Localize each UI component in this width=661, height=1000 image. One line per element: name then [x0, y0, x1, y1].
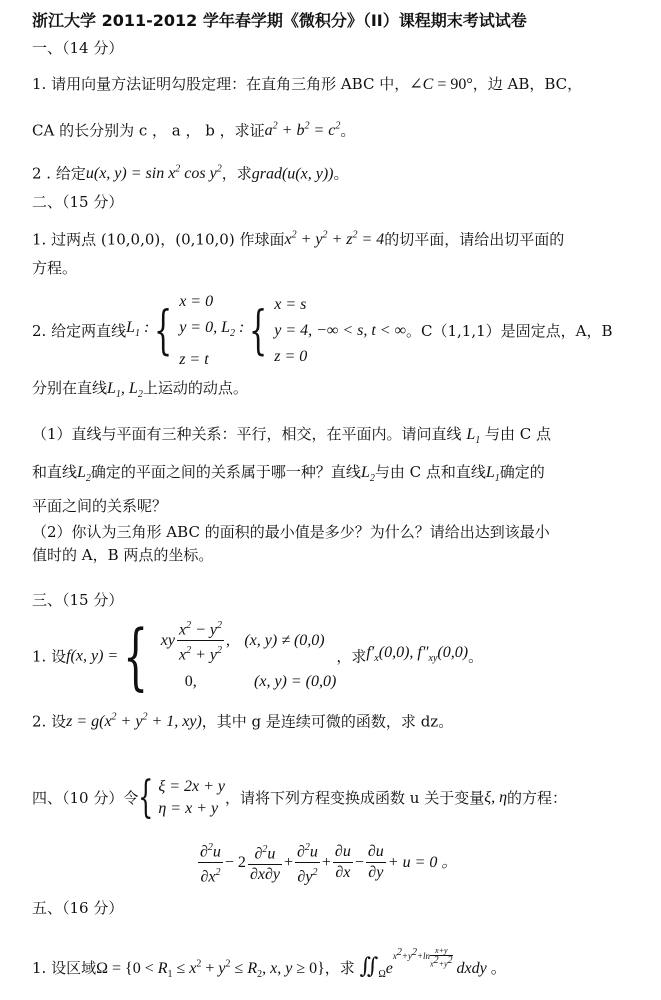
section-3-heading: 三、（15 分）: [32, 591, 124, 609]
q3-1-text-b: ，求: [336, 647, 367, 666]
q1-1-text-b: ，边 AB，BC，: [472, 75, 583, 93]
section-5-heading: 五、（16 分）: [32, 899, 124, 917]
math-L1-label: $L_1$ :: [126, 319, 150, 340]
section-4-heading: 四、（10 分）令: [32, 789, 139, 807]
math-xi-eta: ξ = 2x + y η = x + y: [158, 778, 226, 817]
math-L2-system: x = s y = 4, −∞ < s, t < ∞ z = 0: [274, 296, 406, 366]
q2-2-sub2-line-2: 值时的 A，B 两点的坐标。: [32, 546, 214, 564]
math-xi-eta-vars: ξ, η: [484, 789, 508, 806]
q2-2-line-1: [32, 289, 613, 373]
math-double-integral: $∬_\Omega e^{x^2+y^2+ln \frac{x+y}{x^2+y^2}}$ dxdy 。: [359, 945, 507, 981]
q2-1-text: 1. 过两点 (10,0,0)，(0,10,0) 作球面: [32, 230, 285, 249]
math-d2u-dx2: $\frac{\partial^2u}{\partial x^2}$: [198, 838, 223, 888]
q2-sub1-text: （1）直线与平面有三种关系：平行，相交，在平面内。请问直线: [32, 425, 462, 443]
math-L1-system: x = 0 y = 0, $L_2$ : z = t: [179, 293, 245, 369]
math-omega-def: $\Omega = \{0 < R_1 \le x^2 + y^2 \le R_2$, x, y ≥ 0}: [96, 958, 325, 981]
q2-sub1-text-e: 与由 C 点和直线: [374, 463, 486, 481]
q2-2-sub1-line-3: 平面之间的关系呢？: [32, 497, 168, 515]
q1-2-line: [32, 160, 349, 184]
q2-2-text-b: 。C（1,1,1）是固定点，A，B: [406, 322, 613, 341]
math-L2-ref-2: $L_2$: [360, 464, 375, 485]
math-d2u-dxdy: $\frac{\partial^2u}{\partial x\partial y}$: [248, 840, 282, 885]
math-L1-ref-2: $L_1$: [485, 464, 500, 485]
q1-2-text-b: ，求: [221, 164, 252, 183]
q4-line: [32, 772, 568, 823]
q1-1-line-2: [32, 117, 355, 141]
q3-2-line: [32, 708, 453, 732]
q2-sub1-text-b: 与由 C 点: [485, 425, 552, 443]
q1-2-text: 2 . 给定: [32, 164, 86, 183]
q5-1-text: 1. 设区域: [32, 959, 97, 977]
brace-L1: {: [154, 301, 173, 362]
math-d2u-dy2: $\frac{\partial^2u}{\partial y^2}$: [295, 838, 320, 888]
brace-L2: {: [249, 301, 268, 362]
math-du-dx: $\frac{\partial u}{\partial x}$: [334, 843, 351, 882]
brace-f: {: [122, 614, 149, 699]
q4-text-b: ，请将下列方程变换成函数 u 关于变量: [225, 789, 485, 807]
q3-2-text: 2. 设: [32, 712, 67, 731]
math-f-def: f(x, y) =: [66, 647, 119, 665]
q1-1-text-c: CA 的长分别为 c ， a ， b ，求证: [32, 121, 265, 140]
math-pythagoras: $a^2 + b^2 = c^2$: [264, 121, 341, 140]
q2-2-sub1-line-1: [32, 424, 551, 451]
math-grad: grad(u(x, y)): [251, 165, 334, 183]
q3-1-text-c: 。: [468, 647, 484, 666]
q2-1-line-2: 方程。: [32, 259, 78, 277]
math-f-fraction: $\frac{x^2 - y^2}{x^2 + y^2}$: [177, 616, 224, 666]
q2-2-line-2: [32, 378, 248, 405]
q1-1-line-1: [32, 74, 582, 95]
q2-2-sub2-line-1: （2）你认为三角形 ABC 的面积的最小值是多少？为什么？请给出达到该最小: [32, 523, 550, 541]
math-angle-c: ∠C = 90°: [409, 76, 473, 93]
q1-1-text-d: 。: [340, 121, 356, 140]
q1-2-text-c: 。: [333, 164, 349, 183]
q2-sub1-text-d: 确定的平面之间的关系属于哪一种？直线: [90, 463, 361, 481]
q2-sub1-text-c: 和直线: [32, 463, 78, 481]
math-f-cases: xy $\frac{x^2 - y^2}{x^2 + y^2}$ , (x, y) ≠ (0,0) 0, (x, y) = (0,0): [161, 616, 337, 697]
q2-2-text-d: 上运动的动点。: [142, 379, 248, 397]
q2-1-line-1: [32, 226, 564, 250]
math-L1L2: $L_1$, $L_2$: [107, 380, 143, 401]
q3-1-line: [32, 616, 483, 697]
q3-2-text-b: ，其中 g 是连续可微的函数，求 dz。: [201, 712, 454, 731]
q2-sub1-text-f: 确定的: [499, 463, 545, 481]
section-2-heading: 二、（15 分）: [32, 193, 124, 211]
brace-xi-eta: {: [138, 772, 154, 823]
math-partials: $f'_x(0,0)$, $f''_{xy}(0,0)$: [366, 644, 469, 665]
q1-1-text: 1. 请用向量方法证明勾股定理：在直角三角形 ABC 中，: [32, 75, 410, 93]
q5-1-text-b: ，求: [324, 959, 355, 977]
math-L1-ref-1: $L_1$: [466, 426, 481, 447]
q2-1-text-b: 的切平面，请给出切平面的: [384, 230, 565, 249]
page-title: 浙江大学 2011-2012 学年春学期《微积分》（II）课程期末考试试卷: [32, 11, 527, 30]
q4-text-c: 的方程：: [507, 789, 568, 807]
q2-2-text: 2. 给定两直线: [32, 322, 127, 341]
section-1-heading: 一、（14 分）: [32, 39, 124, 57]
math-L2-ref-1: $L_2$: [77, 464, 91, 485]
math-u-def: u(x, $y) = \sin x^2$ $\cos y^2$: [85, 164, 222, 183]
math-sphere: $x^2 + y^2 + z^2 = 4$: [284, 230, 385, 249]
q3-1-text: 1. 设: [32, 647, 67, 666]
math-z-def: $z = g(x^2 + y^2 + 1$, xy): [66, 712, 202, 731]
math-du-dy: $\frac{\partial u}{\partial y}$: [367, 843, 384, 882]
q2-2-text-c: 分别在直线: [32, 379, 108, 397]
math-pde: $\frac{\partial^2u}{\partial x^2}$ − 2 $\frac{\partial^2u}{\partial x\partial y}$ + $\frac{\partial^2u}{\partial y^2}$ + $\frac{\partial u}{\partial x}$ − $\frac{\partial u}{\partial y}$ + u = 0 。: [196, 838, 457, 888]
q2-2-sub1-line-2: [32, 462, 545, 489]
q5-1-line: [32, 938, 507, 990]
